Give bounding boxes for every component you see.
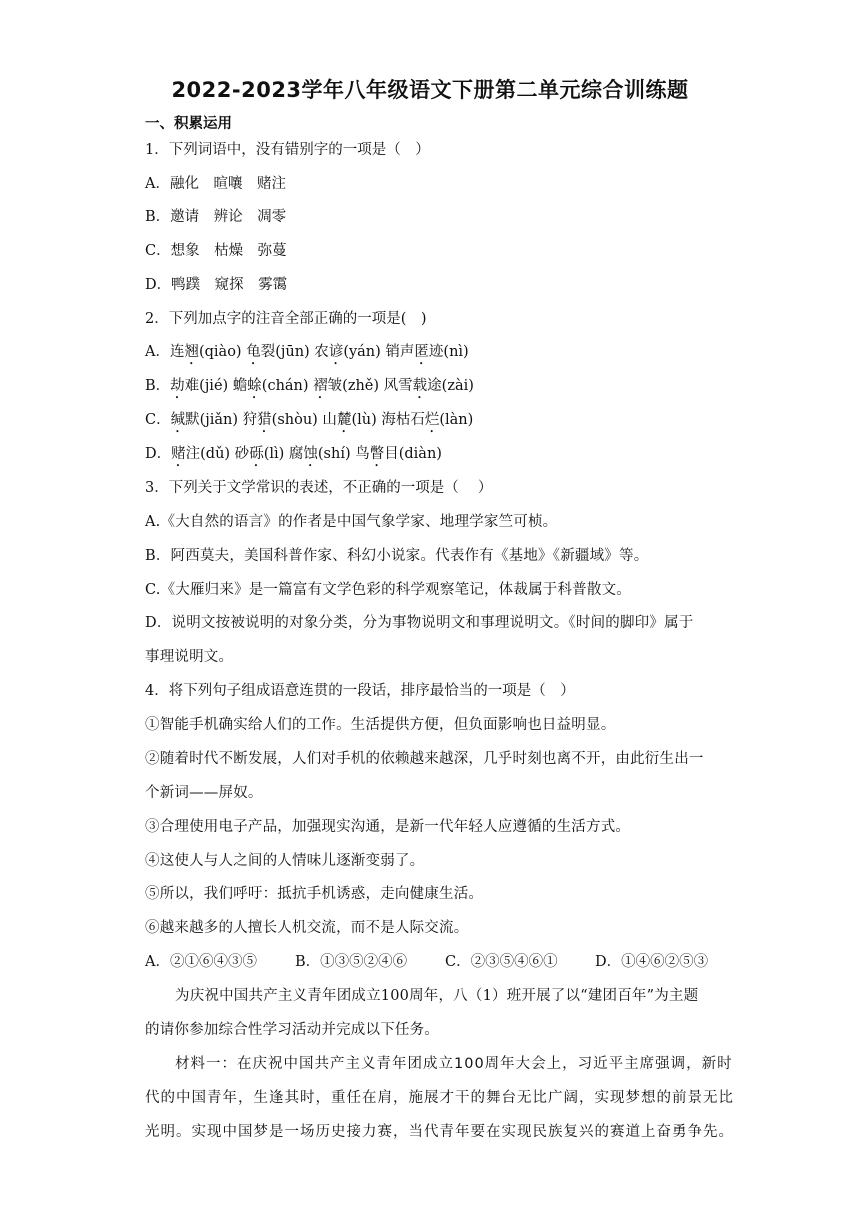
question-4-option-c: C．②③⑤④⑥① bbox=[445, 954, 558, 970]
question-3-option-d-cont: 事理说明文。 bbox=[145, 649, 234, 665]
intro-paragraph-cont: 的请你参加综合性学习活动并完成以下任务。 bbox=[145, 1022, 439, 1038]
question-2-stem: 2．下列加点字的注音全部正确的一项是( ) bbox=[145, 311, 427, 327]
sentence-2-cont: 个新词——屏奴。 bbox=[145, 785, 263, 801]
emphasis-char: 猎 bbox=[257, 412, 272, 428]
emphasis-char: 载 bbox=[412, 378, 428, 394]
emphasis-char: 瞥 bbox=[369, 446, 385, 462]
question-1-option-a: A．融化 暄嚷 赌注 bbox=[145, 176, 286, 192]
emphasis-char: 谚 bbox=[328, 344, 344, 360]
section-heading: 一、积累运用 bbox=[145, 116, 232, 132]
question-4-option-b: B．①③⑤②④⑥ bbox=[295, 954, 408, 970]
question-1-option-c: C．想象 枯燥 弥蔓 bbox=[145, 243, 287, 259]
question-2-option-a: A．连翘(qiào) 龟裂(jūn) 农谚(yán) 销声匿迹(nì) bbox=[145, 344, 469, 360]
sentence-2: ②随着时代不断发展，人们对手机的依赖越来越深，几乎时刻也离不开，由此衍生出一 bbox=[145, 751, 704, 767]
emphasis-char: 赌 bbox=[171, 446, 186, 462]
question-3-stem: 3．下列关于文学常识的表述，不正确的一项是（ ） bbox=[145, 480, 493, 496]
emphasis-char: 缄 bbox=[170, 412, 186, 428]
material-one-line-2: 代的中国青年，生逢其时，重任在肩，施展才干的舞台无比广阔，实现梦想的前景无比 bbox=[145, 1090, 734, 1106]
emphasis-char: 砾 bbox=[249, 446, 264, 462]
question-1-option-d: D．鸭蹼 窥探 雾霭 bbox=[145, 277, 288, 293]
intro-paragraph: 为庆祝中国共产主义青年团成立100周年，八（1）班开展了以“建团百年”为主题 bbox=[175, 988, 699, 1004]
sentence-4: ④这使人与人之间的人情味儿逐渐变弱了。 bbox=[145, 853, 425, 869]
sentence-5: ⑤所以，我们呼吁：抵抗手机诱惑，走向健康生活。 bbox=[145, 886, 484, 902]
emphasis-char: 劫 bbox=[170, 378, 185, 394]
question-4-option-a: A．②①⑥④③⑤ bbox=[145, 954, 257, 970]
emphasis-char: 褶 bbox=[313, 378, 328, 394]
emphasis-char: 匿 bbox=[414, 344, 429, 360]
sentence-6: ⑥越来越多的人擅长人机交流，而不是人际交流。 bbox=[145, 920, 469, 936]
question-3-option-c: C.《大雁归来》是一篇富有文学色彩的科学观察笔记，体裁属于科普散文。 bbox=[145, 582, 631, 598]
material-one-line-3: 光明。实现中国梦是一场历史接力赛，当代青年要在实现民族复兴的赛道上奋勇争先。 bbox=[145, 1124, 734, 1140]
emphasis-char: 翘 bbox=[184, 344, 199, 360]
emphasis-char: 麓 bbox=[336, 412, 352, 428]
material-one-line-1: 材料一：在庆祝中国共产主义青年团成立100周年大会上，习近平主席强调，新时 bbox=[175, 1056, 733, 1072]
question-2-option-d: D．赌注(dǔ) 砂砾(lì) 腐蚀(shí) 鸟瞥目(diàn) bbox=[145, 446, 442, 462]
question-3-option-d: D．说明文按被说明的对象分类，分为事物说明文和事理说明文。《时间的脚印》属于 bbox=[145, 615, 694, 631]
question-4-stem: 4．将下列句子组成语意连贯的一段话，排序最恰当的一项是（ ） bbox=[145, 683, 575, 699]
question-2-option-b: B．劫难(jié) 蟾蜍(chán) 褶皱(zhě) 风雪载途(zài) bbox=[145, 378, 474, 394]
emphasis-char: 龟 bbox=[246, 344, 261, 360]
page-title: 2022-2023学年八年级语文下册第二单元综合训练题 bbox=[171, 78, 689, 102]
emphasis-char: 烂 bbox=[424, 412, 440, 428]
question-3-option-a: A.《大自然的语言》的作者是中国气象学家、地理学家竺可桢。 bbox=[145, 514, 558, 530]
question-2-option-c: C．缄默(jiǎn) 狩猎(shòu) 山麓(lù) 海枯石烂(làn) bbox=[145, 412, 474, 428]
sentence-3: ③合理使用电子产品，加强现实沟通，是新一代年轻人应遵循的生活方式。 bbox=[145, 819, 631, 835]
question-4-option-d: D．①④⑥②⑤③ bbox=[595, 954, 709, 970]
question-1-option-b: B．邀请 辨论 凋零 bbox=[145, 209, 287, 225]
emphasis-char: 蚀 bbox=[303, 446, 318, 462]
emphasis-char: 蜍 bbox=[247, 378, 262, 394]
question-1-stem: 1．下列词语中，没有错别字的一项是（ ） bbox=[145, 142, 430, 158]
sentence-1: ①智能手机确实给人们的工作。生活提供方便，但负面影响也日益明显。 bbox=[145, 717, 616, 733]
question-3-option-b: B．阿西莫夫，美国科普作家、科幻小说家。代表作有《基地》《新疆域》等。 bbox=[145, 548, 649, 564]
